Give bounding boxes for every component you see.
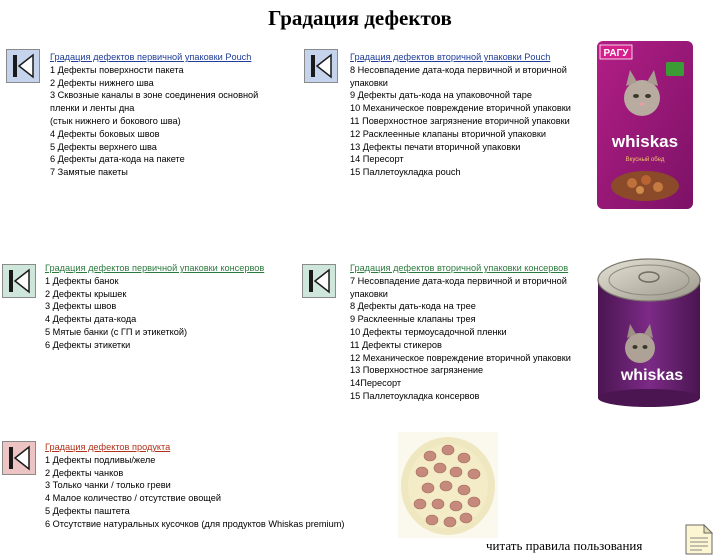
whiskas-pouch-image <box>596 40 694 215</box>
list-item: 3 Только чанки / только греви <box>45 480 171 491</box>
list-item: 7 Несовпадение дата-кода первичной и вторичной <box>350 275 567 286</box>
list-item: 8 Несовпадение дата-кода первичной и вторичной <box>350 64 567 75</box>
rules-link[interactable]: читать правила пользования <box>486 538 643 553</box>
skip-to-start-icon <box>7 50 39 82</box>
list-item: 14Пересорт <box>350 378 402 389</box>
nav-button-primary-pouch[interactable] <box>6 49 40 83</box>
list-item: 10 Дефекты термоусадочной пленки <box>350 326 507 337</box>
list-item: 13 Поверхностное загрязнение <box>350 365 484 376</box>
section-header-link[interactable]: Градация дефектов первичной упаковки Pouch <box>50 52 252 62</box>
list-item: 8 Дефекты дать-кода на трее <box>350 301 476 312</box>
list-item: 2 Дефекты чанков <box>45 467 124 478</box>
list-item: 6 Дефекты этикетки <box>45 339 131 350</box>
list-item: 4 Дефекты дата-кода <box>45 314 137 325</box>
list-item: 12 Механическое повреждение вторичной упаковки <box>350 352 571 363</box>
nav-button-secondary-pouch[interactable] <box>304 49 338 83</box>
list-item: 11 Дефекты стикеров <box>350 339 442 350</box>
section-product <box>45 441 344 531</box>
section-secondary-cans <box>350 262 571 403</box>
list-item: 1 Дефекты подливы/желе <box>45 454 156 465</box>
list-item: 15 Паллетоукладка pouch <box>350 167 461 178</box>
nav-button-product[interactable] <box>2 441 36 475</box>
list-item: (стык нижнего и бокового шва) <box>50 115 181 126</box>
page-title: Градация дефектов <box>268 6 452 30</box>
list-item: 6 Отсутствие натуральных кусочков (для продуктов Whiskas premium) <box>45 518 345 529</box>
list-item: упаковки <box>350 77 388 88</box>
list-item: 1 Дефекты поверхности пакета <box>50 64 184 75</box>
list-item: 13 Дефекты печати вторичной упаковки <box>350 141 521 152</box>
pouch-sub-label: Вкусный обед <box>625 157 665 163</box>
list-item: 3 Сквозные каналы в зоне соединения основной <box>50 90 259 101</box>
list-item: 3 Дефекты швов <box>45 301 117 312</box>
list-item: 5 Дефекты паштета <box>45 505 130 516</box>
list-item: 14 Пересорт <box>350 154 404 165</box>
list-item: 10 Механическое повреждение вторичной упаковки <box>350 103 571 114</box>
list-item: 1 Дефекты банок <box>45 275 119 286</box>
section-secondary-pouch <box>350 51 571 179</box>
skip-to-start-icon <box>3 265 35 297</box>
list-item: 2 Дефекты нижнего шва <box>50 77 154 88</box>
list-item: 12 Расклеенные клапаны вторичной упаковки <box>350 128 547 139</box>
section-primary-pouch <box>50 51 258 179</box>
list-item: пленки и ленты дна <box>50 103 135 114</box>
section-header-link[interactable]: Градация дефектов продукта <box>45 442 171 452</box>
pouch-brand: whiskas <box>611 132 679 151</box>
product-chunks-image <box>398 432 498 543</box>
list-item: 9 Расклеенные клапаны трея <box>350 314 476 325</box>
list-item: упаковки <box>350 288 388 299</box>
section-header-link[interactable]: Градация дефектов вторичной упаковки консервов <box>350 263 569 273</box>
list-item: 15 Паллетоукладка консервов <box>350 390 480 401</box>
list-item: 11 Поверхностное загрязнение вторичной упаковки <box>350 115 570 126</box>
whiskas-can-image <box>594 256 704 413</box>
can-brand: whiskas <box>620 367 684 384</box>
list-item: 7 Замятые пакеты <box>50 167 128 178</box>
list-item: 9 Дефекты дать-кода на упаковочной таре <box>350 90 532 101</box>
list-item: 4 Малое количество / отсутствие овощей <box>45 493 222 504</box>
skip-to-start-icon <box>305 50 337 82</box>
list-item: 5 Дефекты верхнего шва <box>50 141 157 152</box>
skip-to-start-icon <box>303 265 335 297</box>
nav-button-secondary-cans[interactable] <box>302 264 336 298</box>
pouch-top-label: РАГУ <box>603 48 629 59</box>
nav-button-primary-cans[interactable] <box>2 264 36 298</box>
list-item: 2 Дефекты крышек <box>45 288 127 299</box>
list-item: 6 Дефекты дата-кода на пакете <box>50 154 185 165</box>
section-header-link[interactable]: Градация дефектов вторичной упаковки Pouch <box>350 52 551 62</box>
list-item: 5 Мятые банки (с ГП и этикеткой) <box>45 326 188 337</box>
list-item: 4 Дефекты боковых швов <box>50 128 160 139</box>
section-header-link[interactable]: Градация дефектов первичной упаковки консервов <box>45 263 265 273</box>
skip-to-start-icon <box>3 442 35 474</box>
section-primary-cans <box>45 262 264 352</box>
